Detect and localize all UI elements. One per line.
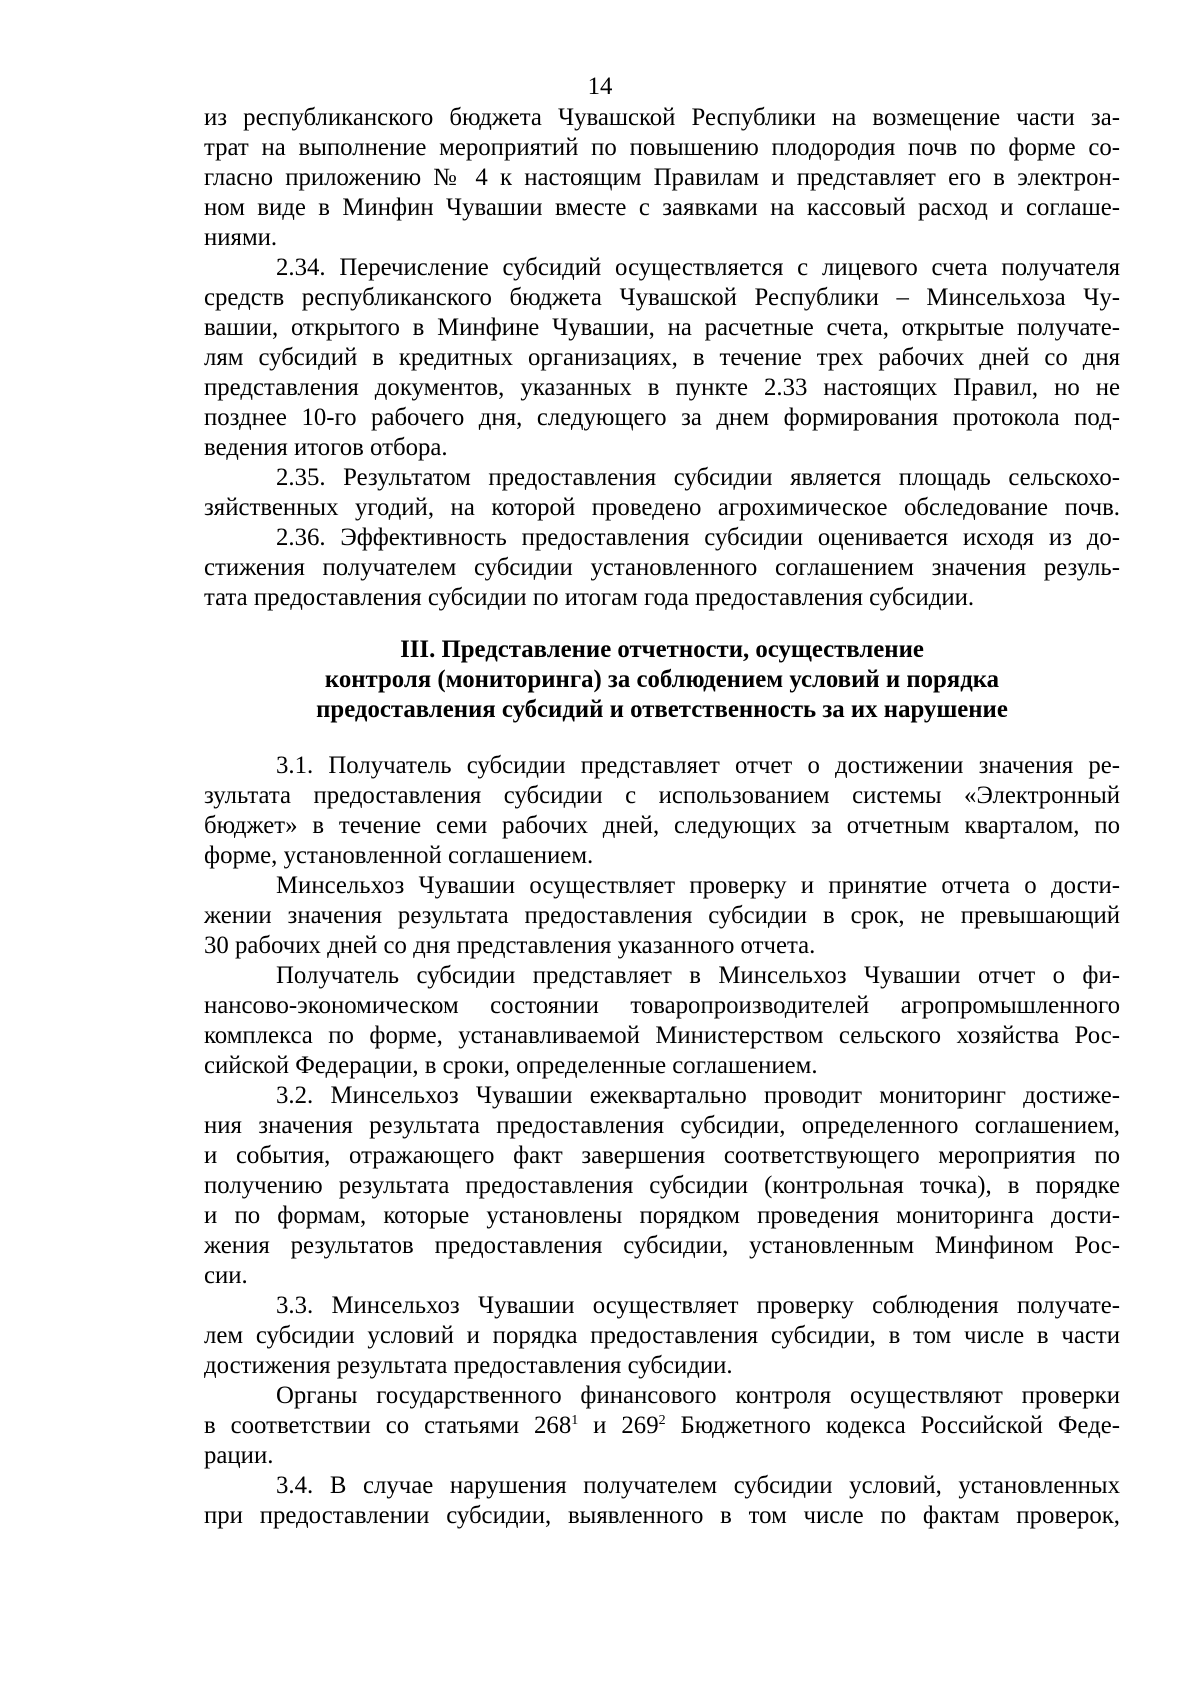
text-line: жении значения результата предоставления субсидии в срок, не превышающий xyxy=(204,902,1120,929)
text-line: стижения получателем субсидии установленного соглашением значения резуль- xyxy=(204,554,1120,581)
text-line-with-superscripts xyxy=(204,1411,1120,1441)
text-line: нансово-экономическом состоянии товаропроизводителей агропромышленного xyxy=(204,992,1120,1019)
text-line: лем субсидии условий и порядка предоставления субсидии, в том числе в части xyxy=(204,1322,1120,1349)
text-line: ном виде в Минфин Чувашии вместе с заявками на кассовый расход и соглаше- xyxy=(204,194,1120,221)
text-line: Органы государственного финансового контроля осуществляют проверки xyxy=(276,1382,1120,1409)
text-line: гласно приложению № 4 к настоящим Правилам и представляет его в электрон- xyxy=(204,164,1120,191)
text-line: лям субсидий в кредитных организациях, в течение трех рабочих дней со дня xyxy=(204,344,1120,371)
text-fragment: и 269 xyxy=(578,1412,659,1439)
text-line: вашии, открытого в Минфине Чувашии, на расчетные счета, открытые получате- xyxy=(204,314,1120,341)
text-line: форме, установленной соглашением. xyxy=(204,842,594,869)
text-line: позднее 10-го рабочего дня, следующего за днем формирования протокола под- xyxy=(204,404,1120,431)
text-line: 30 рабочих дней со дня представления указанного отчета. xyxy=(204,932,816,959)
text-line: из республиканского бюджета Чувашской Республики на возмещение части за- xyxy=(204,104,1120,131)
text-line: 3.3. Минсельхоз Чувашии осуществляет проверку соблюдения получате- xyxy=(276,1292,1120,1319)
text-line: комплекса по форме, устанавливаемой Министерством сельского хозяйства Рос- xyxy=(204,1022,1120,1049)
text-line: представления документов, указанных в пункте 2.33 настоящих Правил, но не xyxy=(204,374,1120,401)
text-line: Минсельхоз Чувашии осуществляет проверку и принятие отчета о дости- xyxy=(276,872,1120,899)
text-line: 3.1. Получатель субсидии представляет отчет о достижении значения ре- xyxy=(276,752,1120,779)
text-line: получению результата предоставления субсидии (контрольная точка), в порядке xyxy=(204,1172,1120,1199)
text-line: рации. xyxy=(204,1442,274,1469)
text-line: тата предоставления субсидии по итогам года предоставления субсидии. xyxy=(204,584,975,611)
text-line: 2.34. Перечисление субсидий осуществляется с лицевого счета получателя xyxy=(276,254,1120,281)
page-number: 14 xyxy=(587,73,613,100)
text-line: ведения итогов отбора. xyxy=(204,434,448,461)
text-line: и события, отражающего факт завершения соответствующего мероприятия по xyxy=(204,1142,1120,1169)
text-line: при предоставлении субсидии, выявленного в том числе по фактам проверок, xyxy=(204,1502,1120,1529)
text-line: сийской Федерации, в сроки, определенные соглашением. xyxy=(204,1052,818,1079)
text-line: зяйственных угодий, на которой проведено агрохимическое обследование почв. xyxy=(204,494,1120,521)
text-line: ния значения результата предоставления субсидии, определенного соглашением, xyxy=(204,1112,1120,1139)
section-heading-line: III. Представление отчетности, осуществление xyxy=(400,636,924,663)
section-heading-line: контроля (мониторинга) за соблюдением условий и порядка xyxy=(324,666,1000,693)
text-line: 3.2. Минсельхоз Чувашии ежеквартально проводит мониторинг достиже- xyxy=(276,1082,1120,1109)
text-line: средств республиканского бюджета Чувашской Республики – Минсельхоза Чу- xyxy=(204,284,1120,311)
text-line: 3.4. В случае нарушения получателем субсидии условий, установленных xyxy=(276,1472,1120,1499)
text-fragment: в соответствии со статьями 268 xyxy=(204,1412,572,1439)
text-line: 2.36. Эффективность предоставления субсидии оценивается исходя из до- xyxy=(276,524,1120,551)
superscript: 1 xyxy=(571,1413,579,1428)
text-line: достижения результата предоставления субсидии. xyxy=(204,1352,733,1379)
text-line: бюджет» в течение семи рабочих дней, следующих за отчетным кварталом, по xyxy=(204,812,1120,839)
text-line: зультата предоставления субсидии с использованием системы «Электронный xyxy=(204,782,1120,809)
text-line: 2.35. Результатом предоставления субсидии является площадь сельскохо- xyxy=(276,464,1120,491)
text-line: сии. xyxy=(204,1262,248,1289)
text-line: жения результатов предоставления субсидии, установленным Минфином Рос- xyxy=(204,1232,1120,1259)
text-line: ниями. xyxy=(204,224,278,251)
text-fragment: Бюджетного кодекса Российской Феде- xyxy=(665,1412,1120,1439)
text-line: и по формам, которые установлены порядком проведения мониторинга дости- xyxy=(204,1202,1120,1229)
text-line: Получатель субсидии представляет в Минсельхоз Чувашии отчет о фи- xyxy=(276,962,1120,989)
section-heading-line: предоставления субсидий и ответственность за их нарушение xyxy=(316,696,1008,723)
text-line: трат на выполнение мероприятий по повышению плодородия почв по форме со- xyxy=(204,134,1120,161)
superscript: 2 xyxy=(658,1413,666,1428)
